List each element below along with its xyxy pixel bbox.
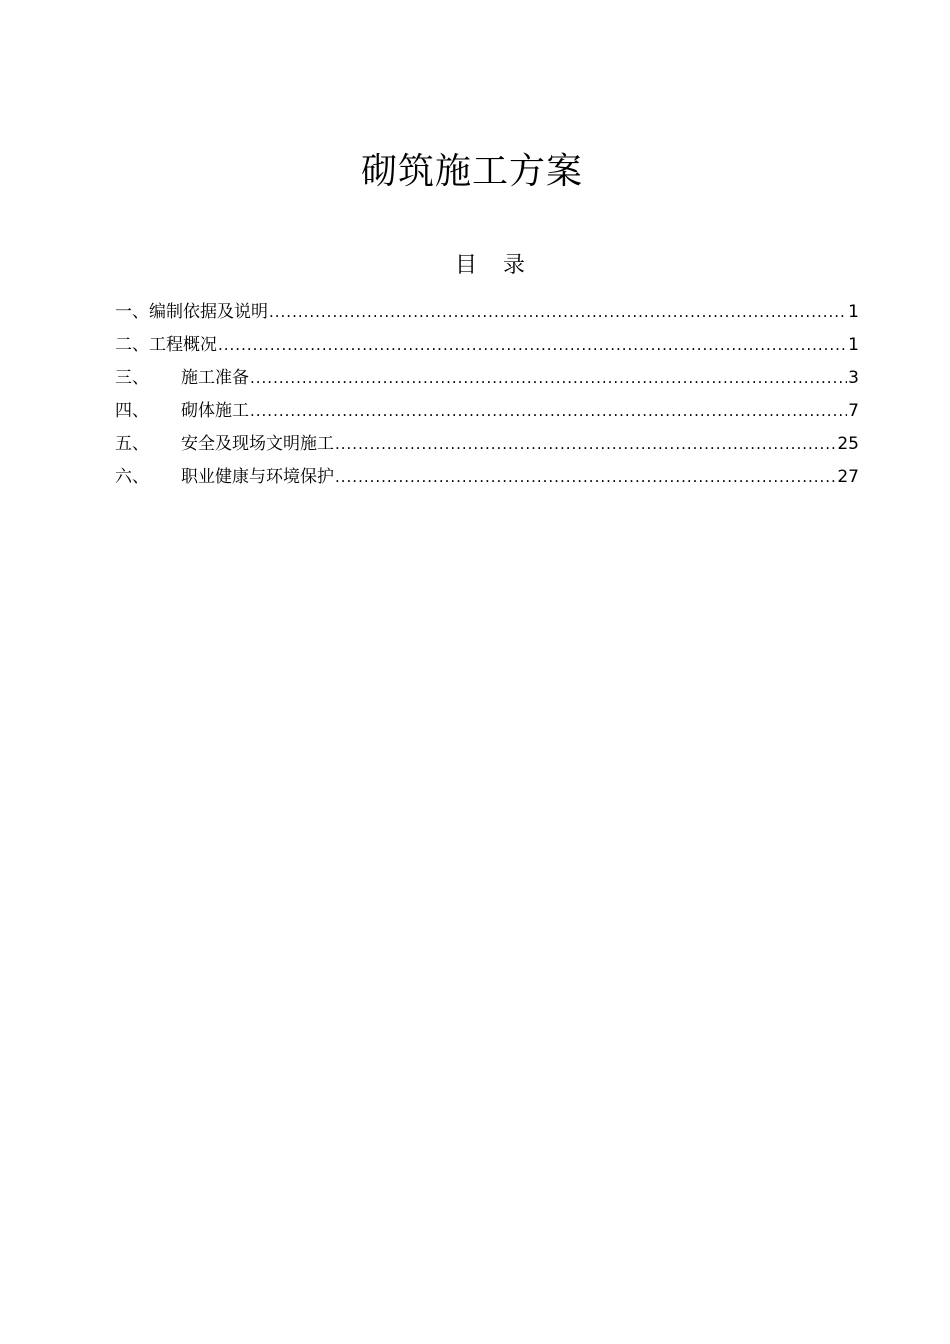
toc-entry-page: 25	[837, 434, 859, 454]
toc-entry-number: 一、	[115, 302, 149, 322]
toc-entry-label: 编制依据及说明	[149, 302, 268, 322]
toc-entry-page: 1	[848, 302, 859, 322]
toc-entry-number: 三、	[115, 368, 149, 388]
toc-entry[interactable]	[115, 296, 859, 329]
toc-dot-leader	[335, 428, 836, 461]
toc-entry-number: 四、	[115, 401, 149, 421]
toc-heading-right: 录	[503, 253, 526, 278]
toc-entry-page: 1	[848, 335, 859, 355]
toc-entry-label: 工程概况	[149, 335, 217, 355]
toc-entry-number: 二、	[115, 335, 149, 355]
toc-entry-page: 7	[848, 401, 859, 421]
toc-entry-label: 施工准备	[181, 368, 249, 388]
toc-entry-number: 五、	[115, 434, 149, 454]
toc-dot-leader	[269, 296, 847, 329]
toc-entry[interactable]	[115, 329, 859, 362]
toc-dot-leader	[218, 329, 847, 362]
toc-dot-leader	[250, 395, 847, 428]
toc-entry[interactable]	[115, 362, 859, 395]
toc-entry-page: 27	[837, 467, 859, 487]
toc-dot-leader	[335, 461, 836, 494]
toc-entry[interactable]	[115, 428, 859, 461]
toc-entry-label: 职业健康与环境保护	[181, 467, 334, 487]
toc-heading	[0, 251, 950, 281]
toc-entry[interactable]	[115, 395, 859, 428]
toc-heading-left: 目	[454, 253, 477, 278]
table-of-contents	[115, 296, 859, 494]
toc-entry[interactable]	[115, 461, 859, 494]
toc-entry-label: 安全及现场文明施工	[181, 434, 334, 454]
toc-entry-page: 3	[848, 368, 859, 388]
toc-dot-leader	[250, 362, 847, 395]
document-title: 砌筑施工方案	[360, 151, 583, 192]
toc-entry-label: 砌体施工	[181, 401, 249, 421]
toc-entry-number: 六、	[115, 467, 149, 487]
